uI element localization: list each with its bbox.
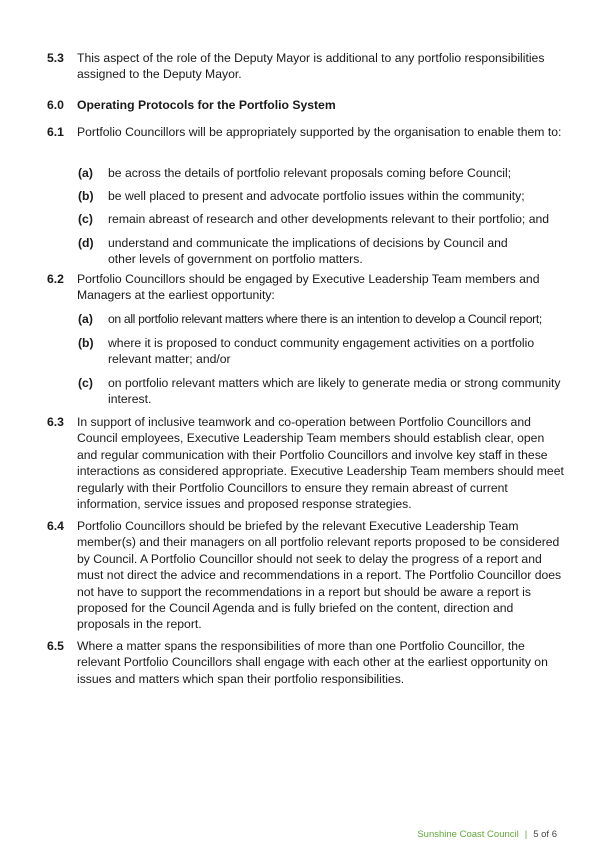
list-text: be across the details of portfolio relevant proposals coming before Council; — [108, 166, 512, 180]
section-text: This aspect of the role of the Deputy Mayor is additional to any portfolio responsibilities assigned to the Deputy Mayor. — [77, 51, 545, 82]
page-footer — [417, 829, 557, 840]
list-text: on portfolio relevant matters which are likely to generate media or strong community interest. — [108, 376, 561, 407]
section-number: 6.4 — [47, 519, 64, 533]
footer-separator: | — [524, 829, 528, 840]
list-label: (b) — [78, 189, 94, 203]
section-text: Portfolio Councillors should be engaged by Executive Leadership Team members and Managers at the earliest opportunity: — [77, 272, 540, 303]
section-text: Portfolio Councillors should be briefed by the relevant Executive Leadership Team member(s) and their managers on all portfolio relevant reports proposed to be considered by Council. A Portfolio Councillor should not seek to delay the progress of a report and must not direct the advice and recommendations in a report. The Portfolio Councillor does not have to support the recommendations in a report but should be aware a report is proposed for the Council Agenda and is fully briefed on the content, direction and proposals in the report. — [77, 519, 562, 632]
list-label: (d) — [78, 236, 94, 250]
list-text: where it is proposed to conduct community engagement activities on a portfolio relevant matter; and/or — [108, 336, 535, 367]
section-text: Where a matter spans the responsibilities of more than one Portfolio Councillor, the relevant Portfolio Councillors shall engage with each other at the earliest opportunity on issues and matters which span their portfolio responsibilities. — [77, 639, 548, 686]
section-number: 5.3 — [47, 51, 64, 65]
list-label: (a) — [78, 312, 93, 326]
list-label: (b) — [78, 336, 94, 350]
section-heading: Operating Protocols for the Portfolio System — [77, 98, 336, 112]
list-text: remain abreast of research and other developments relevant to their portfolio; and — [108, 212, 550, 226]
section-text: In support of inclusive teamwork and co-operation between Portfolio Councillors and Council employees, Executive Leadership Team members should establish clear, open and regular communication with their Portfolio Councillors and involve key staff in these interactions as considered appropriate. Executive Leadership Team members should meet regularly with their Portfolio Councillors to ensure they remain abreast of current information, service issues and proposed response strategies. — [77, 415, 564, 512]
section-number: 6.2 — [47, 272, 64, 286]
section-number: 6.0 — [47, 98, 64, 112]
section-text: Portfolio Councillors will be appropriately supported by the organisation to enable them to: — [77, 125, 562, 139]
list-label: (a) — [78, 166, 93, 180]
list-label: (c) — [78, 212, 93, 226]
footer-page-number: 5 of 6 — [533, 829, 557, 840]
section-number: 6.3 — [47, 415, 64, 429]
footer-org: Sunshine Coast Council — [417, 829, 519, 840]
section-number: 6.1 — [47, 125, 64, 139]
section-number: 6.5 — [47, 639, 64, 653]
list-label: (c) — [78, 376, 93, 390]
list-text: be well placed to present and advocate portfolio issues within the community; — [108, 189, 525, 203]
list-text: on all portfolio relevant matters where there is an intention to develop a Council report; — [108, 312, 542, 326]
list-text: understand and communicate the implications of decisions by Council and other levels of government on portfolio matters. — [108, 236, 508, 267]
